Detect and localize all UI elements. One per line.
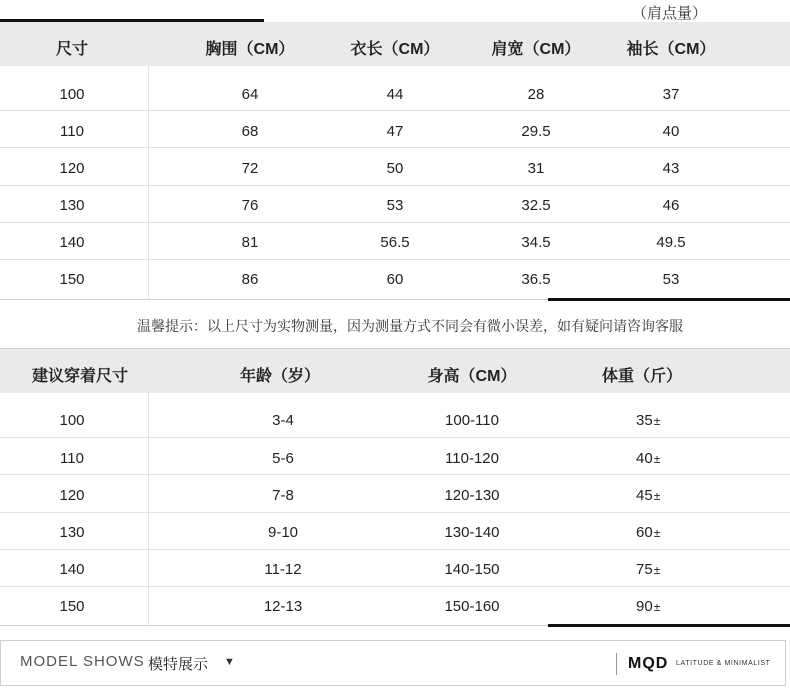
table-cell: 28 bbox=[527, 86, 545, 103]
table1-header-length: 衣长（CM） bbox=[350, 41, 440, 58]
table-cell: 100-110 bbox=[445, 412, 499, 429]
logo-divider bbox=[616, 653, 617, 675]
table-cell: 130-140 bbox=[444, 524, 500, 541]
table-cell: 130 bbox=[59, 197, 85, 214]
row-divider bbox=[0, 185, 790, 186]
table-cell: 110 bbox=[60, 123, 84, 140]
row-divider bbox=[0, 586, 790, 587]
table-cell: 44 bbox=[386, 86, 404, 103]
table2-column-divider bbox=[148, 393, 149, 625]
table-cell: 53 bbox=[386, 197, 404, 214]
table1-header-size: 尺寸 bbox=[55, 41, 88, 58]
table1-bottom-border bbox=[0, 299, 548, 300]
size-notice: 温馨提示：以上尺寸为实物测量，因为测量方式不同会有微小误差，如有疑问请咨询客服 bbox=[137, 318, 683, 334]
table-cell: 60 bbox=[386, 271, 404, 288]
table-cell: 50 bbox=[386, 160, 404, 177]
table-cell: 120-130 bbox=[444, 487, 500, 504]
table-cell: 110 bbox=[60, 450, 84, 467]
brand-logo: MQD bbox=[628, 655, 669, 672]
weight-cell: 45± bbox=[636, 487, 661, 504]
table-cell: 140-150 bbox=[444, 561, 500, 578]
row-divider bbox=[0, 222, 790, 223]
table-cell: 46 bbox=[662, 197, 680, 214]
table2-header-height: 身高（CM） bbox=[427, 368, 517, 385]
table-cell: 64 bbox=[241, 86, 259, 103]
table-cell: 68 bbox=[241, 123, 259, 140]
model-shows-cn-label: 模特展示 bbox=[148, 656, 209, 673]
table1-header-shoulder: 肩宽（CM） bbox=[491, 41, 581, 58]
brand-tagline: LATITUDE & MINIMALIST bbox=[676, 660, 771, 667]
table1-header-sleeve: 袖长（CM） bbox=[626, 41, 716, 58]
table-cell: 56.5 bbox=[380, 234, 410, 251]
row-divider bbox=[0, 512, 790, 513]
table-cell: 5-6 bbox=[272, 450, 294, 467]
plus-minus-icon: ± bbox=[653, 526, 661, 540]
plus-minus-icon: ± bbox=[653, 414, 661, 428]
table-cell: 36.5 bbox=[521, 271, 551, 288]
table-cell: 76 bbox=[241, 197, 259, 214]
table-cell: 43 bbox=[662, 160, 680, 177]
row-divider bbox=[0, 110, 790, 111]
table-cell: 40 bbox=[662, 123, 680, 140]
table-cell: 12-13 bbox=[263, 598, 303, 615]
table-cell: 120 bbox=[59, 487, 85, 504]
row-divider bbox=[0, 259, 790, 260]
table-cell: 47 bbox=[386, 123, 404, 140]
table-cell: 31 bbox=[527, 160, 545, 177]
table-cell: 34.5 bbox=[521, 234, 551, 251]
table1-bottom-accent bbox=[548, 298, 790, 301]
row-divider bbox=[0, 147, 790, 148]
table-cell: 110-120 bbox=[445, 450, 499, 467]
table-cell: 32.5 bbox=[521, 197, 551, 214]
table-cell: 150-160 bbox=[444, 598, 500, 615]
table-cell: 150 bbox=[59, 271, 85, 288]
table-cell: 150 bbox=[59, 598, 85, 615]
table-cell: 53 bbox=[662, 271, 680, 288]
table1-header-chest: 胸围（CM） bbox=[205, 41, 295, 58]
table2-header-weight: 体重（斤） bbox=[601, 368, 682, 385]
table-cell: 37 bbox=[662, 86, 680, 103]
table-cell: 140 bbox=[59, 561, 85, 578]
table-cell: 3-4 bbox=[272, 412, 294, 429]
weight-cell: 90± bbox=[636, 598, 661, 615]
table-cell: 120 bbox=[59, 160, 85, 177]
row-divider bbox=[0, 437, 790, 438]
model-shows-label: MODEL SHOWS bbox=[20, 653, 145, 670]
weight-cell: 40± bbox=[636, 450, 661, 467]
table1-column-divider bbox=[148, 66, 149, 299]
table-cell: 81 bbox=[241, 234, 259, 251]
table-cell: 29.5 bbox=[521, 123, 551, 140]
weight-cell: 60± bbox=[636, 524, 661, 541]
plus-minus-icon: ± bbox=[653, 563, 661, 577]
weight-cell: 35± bbox=[636, 412, 661, 429]
row-divider bbox=[0, 549, 790, 550]
table-cell: 130 bbox=[59, 524, 85, 541]
table-cell: 11-12 bbox=[264, 561, 302, 578]
plus-minus-icon: ± bbox=[653, 600, 661, 614]
plus-minus-icon: ± bbox=[653, 452, 661, 466]
table-cell: 9-10 bbox=[267, 524, 299, 541]
row-divider bbox=[0, 474, 790, 475]
table-cell: 86 bbox=[241, 271, 259, 288]
shoulder-measure-note: （肩点量） bbox=[632, 5, 708, 22]
weight-cell: 75± bbox=[636, 561, 661, 578]
table-cell: 7-8 bbox=[272, 487, 294, 504]
table-cell: 100 bbox=[59, 412, 85, 429]
chevron-down-icon: ▼ bbox=[224, 656, 235, 668]
table-cell: 140 bbox=[59, 234, 85, 251]
table2-header-age: 年龄（岁） bbox=[239, 368, 320, 385]
table2-bottom-border bbox=[0, 625, 548, 626]
table2-bottom-accent bbox=[548, 624, 790, 627]
table2-header-size: 建议穿着尺寸 bbox=[31, 368, 128, 385]
table-cell: 100 bbox=[59, 86, 85, 103]
table-cell: 72 bbox=[241, 160, 259, 177]
table-cell: 49.5 bbox=[656, 234, 686, 251]
plus-minus-icon: ± bbox=[653, 489, 661, 503]
